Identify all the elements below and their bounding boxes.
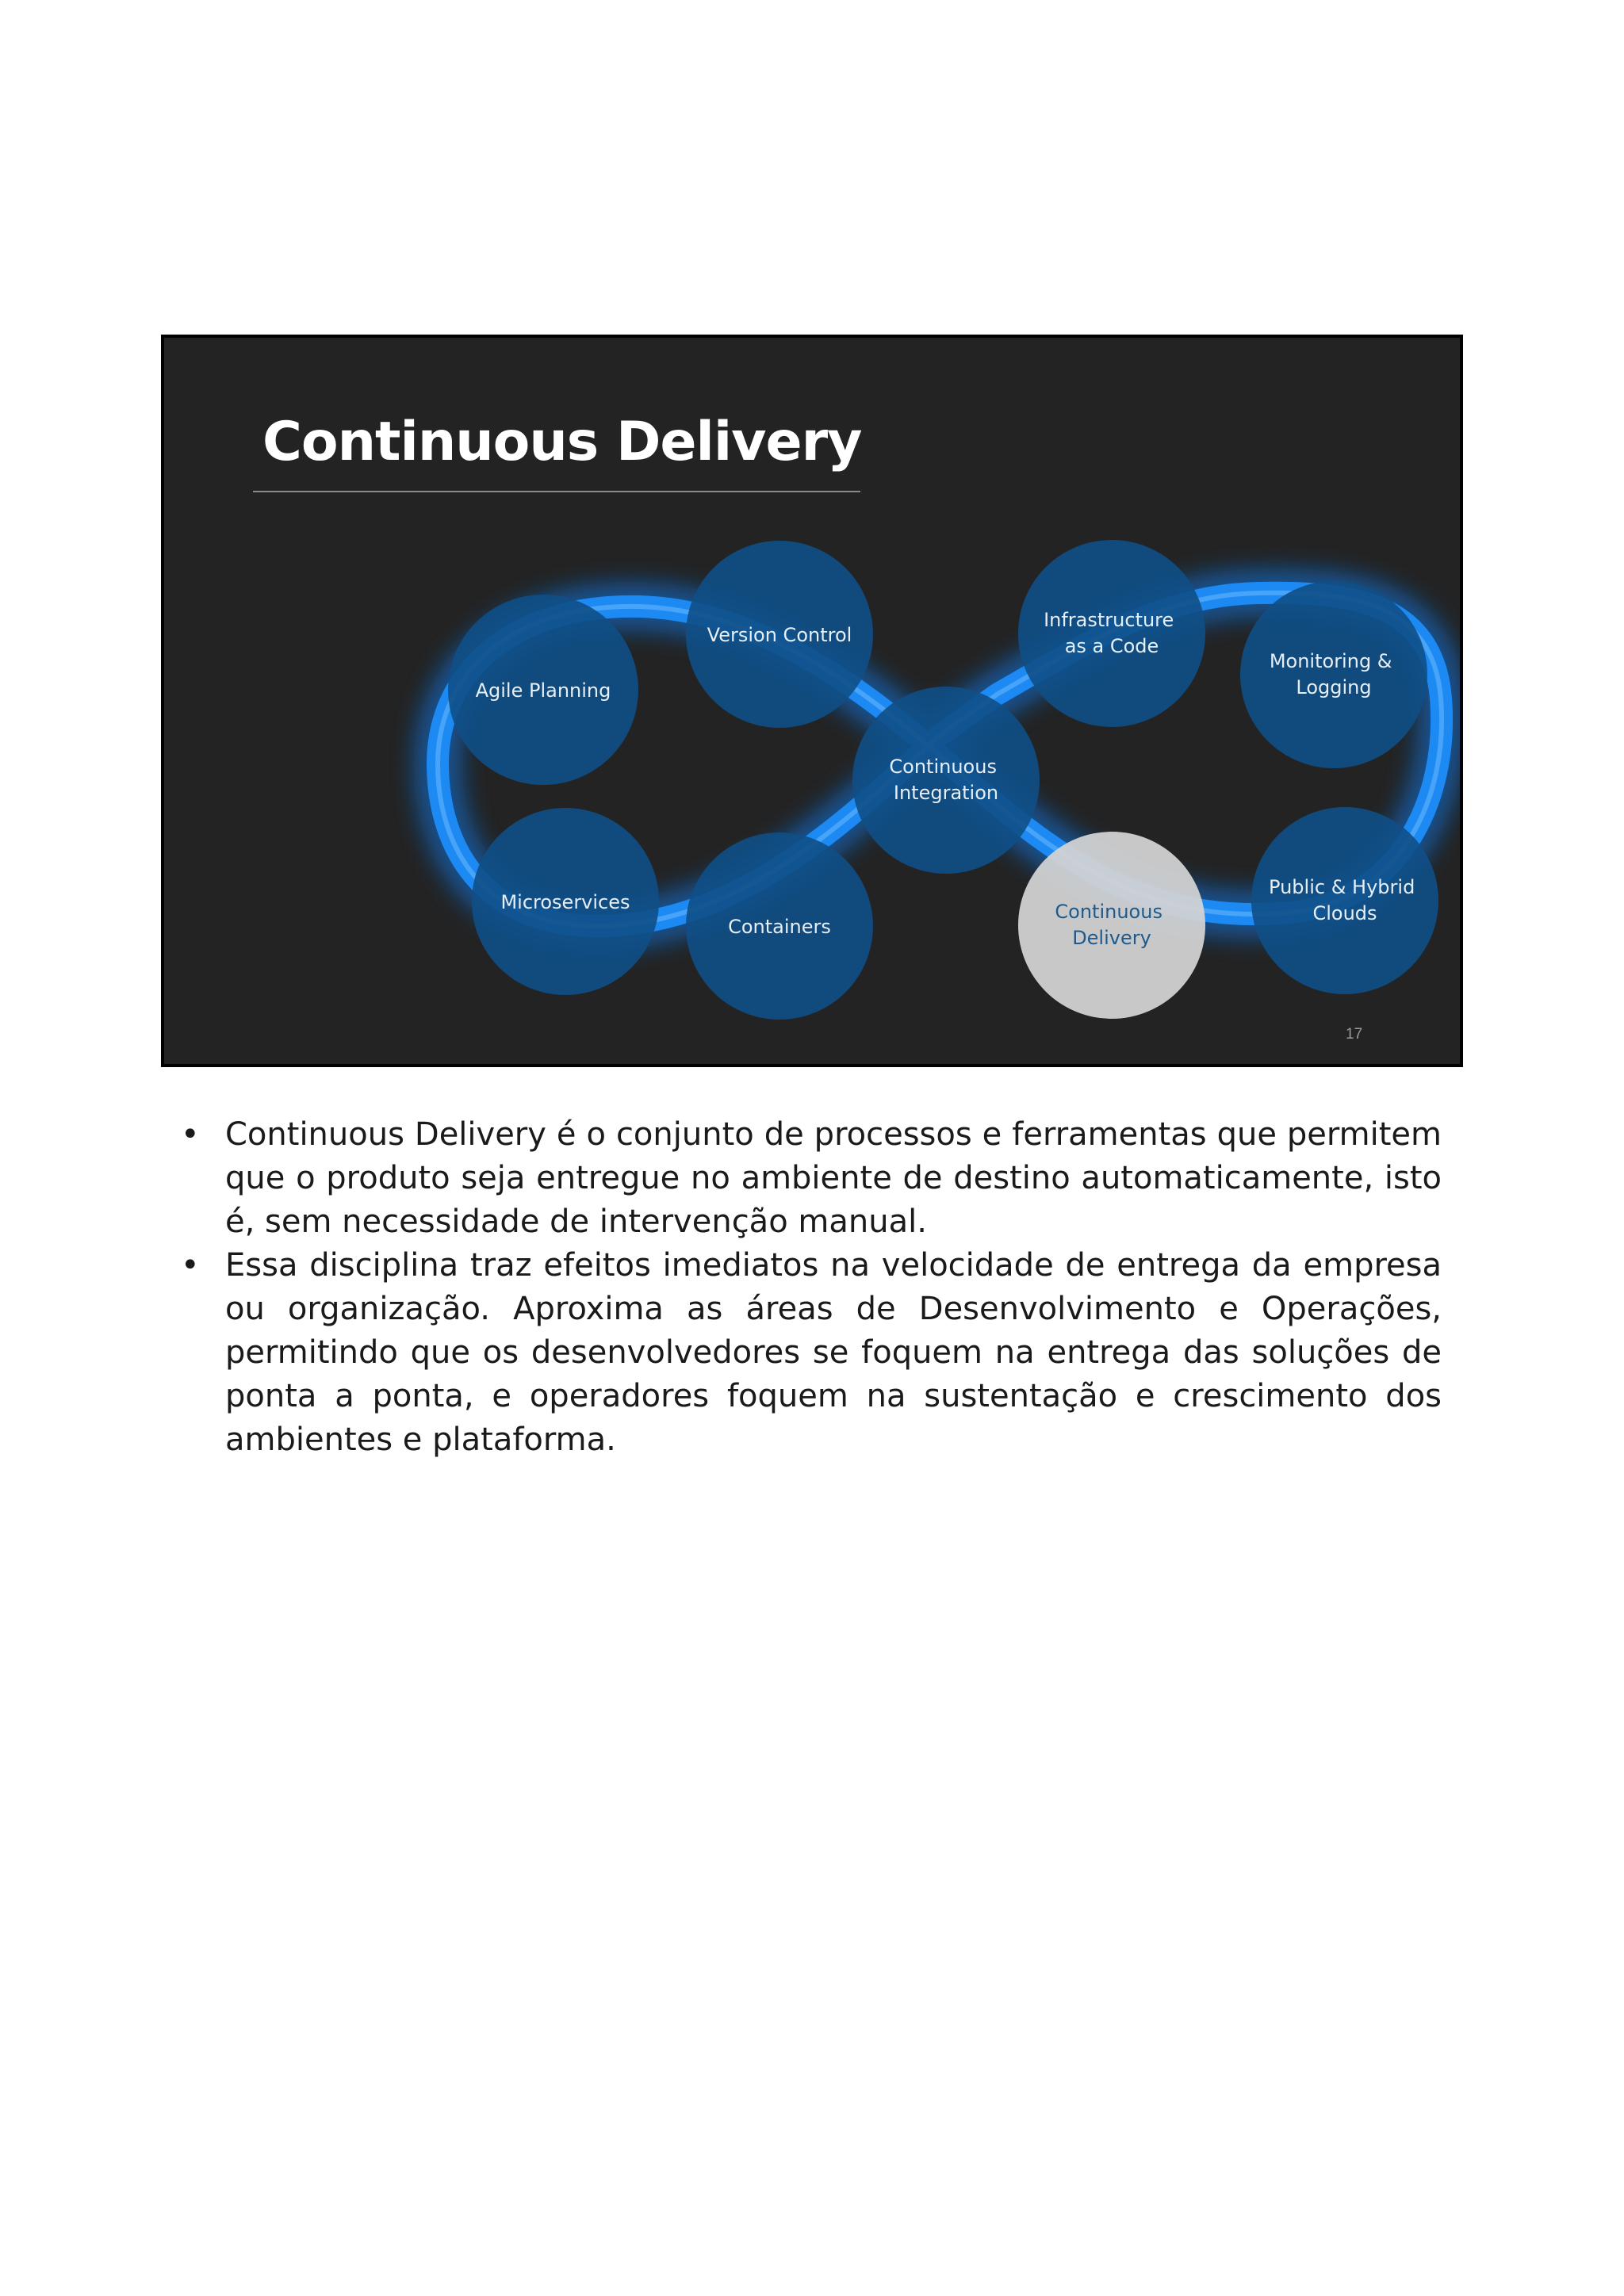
bullet-item [174,1244,1442,1462]
node-label-line: Clouds [1312,902,1377,924]
node-label-line: Microservices [500,891,630,913]
node-microservices [472,808,659,995]
node-label-line: Monitoring & [1269,650,1392,672]
node-label-line: Infrastructure [1044,609,1174,631]
node-infrastructure-as-code [1018,540,1205,727]
slide-title: Continuous Delivery [262,411,862,473]
node-monitoring-logging [1240,581,1427,768]
node-public-hybrid-clouds [1251,807,1438,994]
node-label-line: Containers [728,916,831,938]
node-agile-planning [448,595,638,785]
node-label-line: as a Code [1064,635,1159,657]
svg-text:Version Control [707,624,852,646]
slide-image [161,335,1463,1067]
node-label-line: Logging [1296,676,1372,698]
node-label-line: Version Control [707,624,852,646]
devops-infinity-diagram [164,338,1463,1067]
node-continuous-delivery-highlighted [1018,832,1205,1019]
node-continuous-integration [852,687,1040,874]
bullet-icon: • [181,1247,200,1284]
bullet-icon: • [181,1116,200,1153]
node-label-line: Integration [893,782,999,804]
bullet-text: Continuous Delivery é o conjunto de processos e ferramentas que permitem que o produto seja entregue no ambiente de destino automaticamente, isto é, sem necessidade de intervenção manual. [225,1116,1442,1240]
bullet-item [174,1113,1442,1244]
bullet-text: Essa disciplina traz efeitos imediatos na velocidade de entrega da empresa ou organização. Aproxima as áreas de Desenvolvimento e Operações, permitindo que os desenvolvedores se foquem na entrega das soluções de ponta a ponta, e operadores foquem na sustentação e crescimento dos ambientes e plataforma. [225,1247,1442,1458]
node-containers [686,832,873,1020]
node-version-control [686,541,873,728]
node-label-line: Agile Planning [475,679,611,702]
node-label-line: Continuous [1055,901,1162,923]
node-label-line: Delivery [1072,927,1151,949]
node-label-line: Public & Hybrid [1269,876,1415,898]
bullet-list [174,1113,1442,1462]
svg-text:Microservices [500,891,630,913]
svg-text:Containers [728,916,831,938]
svg-text:Agile Planning [476,679,611,702]
node-label-line: Continuous [889,756,997,778]
slide-number: 17 [1346,1026,1363,1043]
